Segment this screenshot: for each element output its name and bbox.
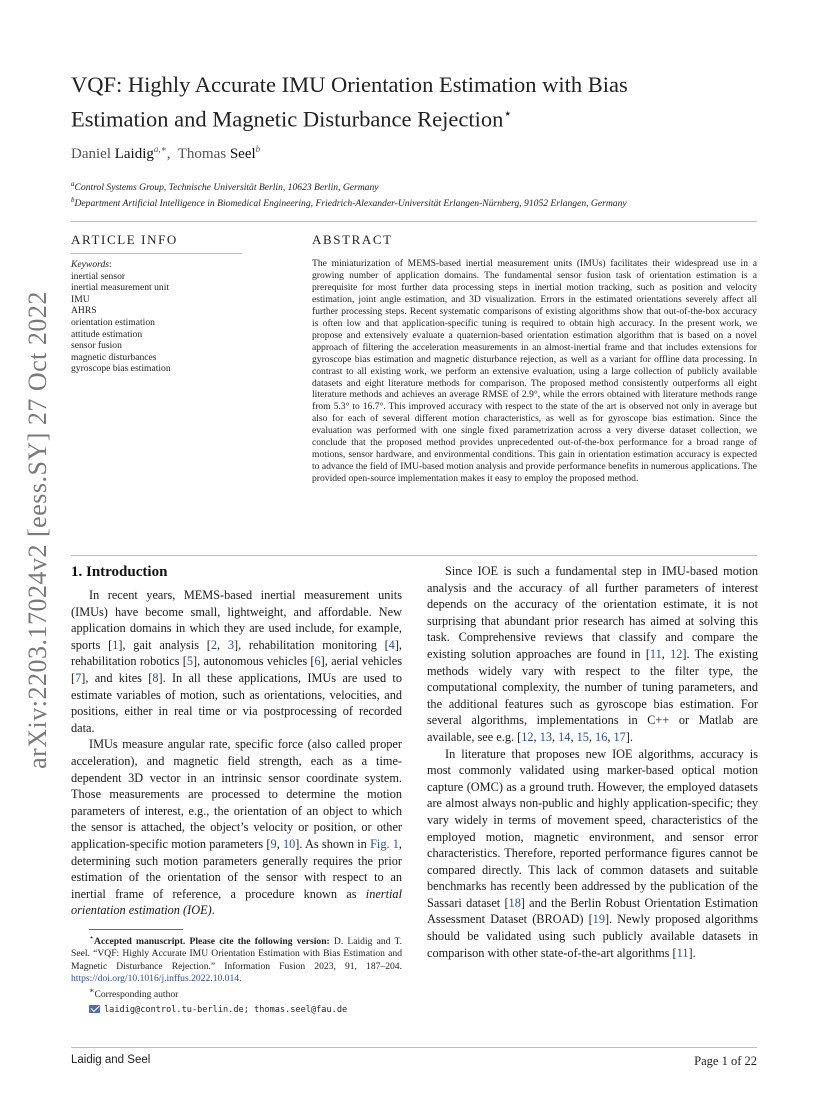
article-info-heading: ARTICLE INFO: [71, 232, 178, 247]
affiliation-b-text: Department Artificial Intelligence in Biomedical Engineering, Friedrich-Alexander-Universität Erlangen-Nürnberg, 91052 Erlangen, Germany: [74, 198, 627, 210]
keyword-item: orientation estimation: [71, 316, 155, 328]
author-1-sup: a,∗: [153, 144, 167, 154]
keyword-item: AHRS: [71, 305, 97, 317]
author-1-first: Daniel: [71, 146, 115, 162]
citation-link[interactable]: 16: [595, 729, 608, 744]
citation-link[interactable]: 4: [388, 637, 395, 652]
keyword-item: inertial measurement unit: [71, 282, 170, 294]
affiliation-a-text: Control Systems Group, Technische Universität Berlin, 10623 Berlin, Germany: [74, 182, 379, 194]
affiliation-a-sup: a: [71, 180, 75, 188]
abstract-text: The miniaturization of MEMS-based inertial measurement units (IMUs) facilitates their widespread use in a growing number of application domains. The fundamental sensor fusion task of orientation estimation is a prerequisite for most further data processing steps in inertial motion tracking, such as position and velocity estimation, joint angle estimation, and 3D visualization. Errors in the estimated orientations severely affect all further processing steps. Recent systematic comparisons of existing algorithms show that out-of-the-box accuracy is often low and that application-specific tuning is required to obtain high accuracy. In the present work, we propose and extensively evaluate a quaternion-based orientation estimation algorithm that is based on a novel approach of filtering the acceleration measurements in an almost-inertial frame and that includes extensions for gyroscope bias estimation and magnetic disturbance rejection, as well as a variant for offline data processing. In contrast to all existing work, we perform an extensive evaluation, using a large collection of publicly available datasets and eight literature methods for comparison. The proposed method consistently outperforms all eight literature methods and achieves an average RMSE of 2.9°, while the errors obtained with literature methods range from 5.3° to 16.7°. This improved accuracy with respect to the state of the art is observed not only in average but also for each of several different motion characteristics, as well as for gyroscope bias estimation. Since the evaluation was performed with one single fixed parametrization across a very diverse dataset collection, we conclude that the proposed method provides unprecedented out-of-the-box performance for a broad range of motions, sensor hardware, and environmental conditions. This gain in orientation estimation accuracy is expected to advance the field of IMU-based motion analysis and provide performance benefits in numerous applications. The provided open-source implementation makes it easy to employ the proposed method.: [312, 258, 757, 485]
left-column: [71, 587, 402, 919]
page-number: Page 1 of 22: [694, 1054, 757, 1068]
footnote: [71, 932, 402, 1016]
footer-rule: [71, 1047, 757, 1048]
citation-link[interactable]: 3: [227, 637, 234, 652]
title-line-1: VQF: Highly Accurate IMU Orientation Estimation with Bias: [71, 72, 628, 97]
affiliation-a: [71, 180, 379, 193]
doi-link[interactable]: https://doi.org/10.1016/j.inffus.2022.10.014: [71, 973, 240, 985]
paragraph: Since IOE is such a fundamental step in IMU-based motion analysis and the accuracy of all further parameters of interest depends on the accuracy of the orientation estimate, it is not surprising that abundant prior research has aimed at solving this task. Comprehensive reviews that classify and compare the existing solution approaches are found in [11, 12]. The existing methods widely vary with respect to the filter type, the computational complexity, the number of tuning parameters, and the additional features such as gyroscope bias estimation. For several algorithms, implementations in C++ or Matlab are available, see e.g. [12, 13, 14, 15, 16, 17].: [427, 564, 758, 744]
corresponding-author: ∗Corresponding author: [89, 986, 179, 1001]
emphasis: inertial orientation estimation (IOE): [71, 886, 402, 918]
footnote-bold: Accepted manuscript. Please cite the following version:: [94, 936, 330, 948]
keywords-label-text: Keywords: [71, 259, 110, 270]
title-star: ⋆: [503, 107, 513, 122]
keyword-item: sensor fusion: [71, 340, 122, 352]
envelope-icon: [89, 1005, 100, 1013]
author-2-sup: b: [255, 144, 261, 154]
header-rule: [71, 221, 757, 222]
author-1-last: Laidig: [114, 146, 154, 162]
keyword-item: IMU: [71, 293, 90, 305]
abstract-heading: ABSTRACT: [312, 232, 393, 247]
citation-link[interactable]: 17: [613, 729, 626, 744]
citation-link[interactable]: 12: [670, 646, 683, 661]
author-list: [71, 144, 260, 163]
citation-link[interactable]: 13: [539, 729, 552, 744]
arxiv-identifier: arXiv:2203.17024v2 [eess.SY] 27 Oct 2022: [23, 291, 52, 769]
article-info-rule: [71, 253, 242, 254]
paragraph: In literature that proposes new IOE algorithms, accuracy is most commonly validated using marker-based optical motion capture (OMC) as a ground truth. However, the employed datasets are almost always non-public and highly application-specific; they vary widely in terms of movement speed, characteristics of the employed motion, magnetic environment, and sensor error characteristics. Therefore, reported performance figures cannot be compared directly. This lack of common datasets and suitable benchmarks has recently been addressed by the publication of the Sassari dataset [18] and the Berlin Robust Orientation Estimation Assessment Dataset (BROAD) [19]. Newly proposed algorithms should be validated using such publicly available datasets in comparison with other state-of-the-art algorithms [11].: [427, 746, 758, 960]
abstract-rule: [71, 555, 757, 556]
author-emails: [71, 1004, 402, 1016]
citation-link[interactable]: 2: [210, 637, 218, 652]
footnote-rule: [89, 929, 183, 930]
keyword-item: gyroscope bias estimation: [71, 363, 171, 375]
citation-link[interactable]: 8: [152, 670, 159, 685]
email-addresses[interactable]: laidig@control.tu-berlin.de; thomas.seel@fau.de: [104, 1004, 348, 1015]
keyword-item: inertial sensor: [71, 270, 126, 282]
author-2-last: Seel: [229, 146, 256, 162]
citation-link[interactable]: 11: [649, 646, 662, 661]
footnote-star: ⋆: [89, 933, 95, 942]
citation-link[interactable]: 1: [112, 637, 119, 652]
keyword-item: attitude estimation: [71, 328, 143, 340]
footnote-citation: ⋆Accepted manuscript. Please cite the following version: D. Laidig and T. Seel. “VQF: Highly Accurate IMU Orientation Estimation with Bias Estimation and Magnetic Disturbance Rejection.” Information Fusion 2023, 91, 187–204. https://doi.org/10.1016/j.inffus.2022.10.014.: [71, 933, 402, 985]
footer-authors: Laidig and Seel: [71, 1054, 151, 1066]
affiliation-b: [71, 196, 627, 209]
citation-link[interactable]: 7: [75, 670, 82, 685]
keywords-block: [71, 259, 171, 375]
author-separator: ,: [166, 146, 178, 162]
citation-link[interactable]: 6: [314, 654, 321, 669]
citation-link[interactable]: 18: [508, 895, 521, 910]
citation-link[interactable]: 5: [186, 654, 193, 669]
citation-link[interactable]: 11: [676, 945, 689, 960]
paragraph: IMUs measure angular rate, specific force (also called proper acceleration), and magnetic field strength, each as a time-dependent 3D vector in an intrinsic sensor coordinate system. Those measurements are processed to determine the motion parameters of interest, e.g., the orientation of an object to which the sensor is attached, the object’s velocity or position, or other application-specific motion parameters [9, 10]. As shown in Fig. 1, determining such motion parameters generally requires the prior estimation of the orientation of the sensor with respect to an inertial frame of reference, a procedure known as inertial orientation estimation (IOE).: [71, 737, 402, 918]
keywords-colon: :: [109, 259, 112, 270]
author-2-first: Thomas: [177, 146, 230, 162]
citation-link[interactable]: 9: [270, 836, 277, 851]
affiliation-b-sup: b: [71, 196, 75, 204]
citation-link[interactable]: 19: [592, 912, 605, 927]
citation-link[interactable]: 12: [521, 729, 534, 744]
citation-link[interactable]: 15: [576, 729, 589, 744]
right-column: [427, 563, 758, 961]
keyword-item: magnetic disturbances: [71, 351, 157, 363]
arxiv-sidebar: [18, 290, 58, 770]
title-line-2: Estimation and Magnetic Disturbance Rejection: [71, 106, 504, 132]
paper-title: [71, 70, 771, 135]
section-heading-introduction: 1. Introduction: [71, 564, 168, 580]
figure-link[interactable]: Fig. 1: [370, 836, 399, 851]
citation-link[interactable]: 14: [558, 729, 571, 744]
paragraph: In recent years, MEMS-based inertial measurement units (IMUs) have become small, lightweight, and affordable. New application domains in which they are used include, for example, sports [1], gait analysis [2, 3], rehabilitation monitoring [4], rehabilitation robotics [5], autonomous vehicles [6], aerial vehicles [7], and kites [8]. In all these applications, IMUs are used to estimate variables of motion, such as orientations, velocities, and positions, either in real time or via postprocessing of recorded data.: [71, 588, 402, 735]
citation-link[interactable]: 10: [283, 836, 296, 851]
keywords-label: [71, 259, 171, 271]
